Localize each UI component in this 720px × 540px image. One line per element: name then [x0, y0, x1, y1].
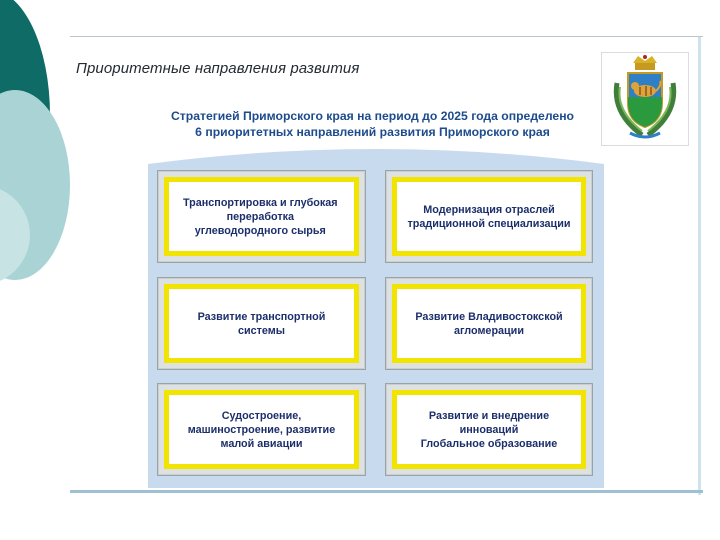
direction-3-line-2: системы	[237, 324, 285, 337]
direction-1-line-2: переработка	[226, 210, 295, 223]
right-rule	[698, 37, 701, 495]
direction-card-3	[157, 277, 366, 370]
direction-6-line-2: инноваций	[459, 423, 519, 436]
direction-5-line-1: Судостроение,	[221, 409, 302, 422]
direction-4-line-1: Развитие Владивостокской	[415, 310, 563, 323]
direction-card-4-text	[392, 284, 586, 363]
direction-card-5	[157, 383, 366, 476]
direction-2-line-1: Модернизация отраслей	[423, 203, 555, 216]
direction-card-3-text	[164, 284, 359, 363]
direction-3-line-1: Развитие транспортной	[197, 310, 326, 323]
direction-card-6-text	[392, 390, 586, 469]
direction-5-line-2: машиностроение, развитие	[187, 423, 336, 436]
direction-card-4	[385, 277, 593, 370]
direction-4-line-2: агломерации	[454, 324, 524, 337]
direction-card-1	[157, 170, 366, 263]
direction-card-5-text	[164, 390, 359, 469]
top-rule	[70, 36, 703, 37]
direction-6-line-1: Развитие и внедрение	[428, 409, 550, 422]
direction-card-2-text	[392, 177, 586, 256]
direction-6-line-3: Глобальное образование	[420, 437, 558, 450]
direction-card-2	[385, 170, 593, 263]
direction-1-line-1: Транспортировка и глубокая	[183, 196, 338, 209]
direction-1-line-3: углеводородного сырья	[194, 224, 326, 237]
direction-5-line-3: малой авиации	[220, 437, 303, 450]
direction-2-line-2: традиционной специализации	[407, 217, 571, 230]
subtitle-line-2: 6 приоритетных направлений развития Приморского края	[195, 125, 550, 139]
direction-card-1-text	[164, 177, 359, 256]
bottom-rule	[70, 490, 703, 493]
slide-title: Приоритетные направления развития	[76, 60, 360, 77]
subtitle-line-1: Стратегией Приморского края на период до 2025 года определено	[170, 109, 574, 123]
direction-card-6	[385, 383, 593, 476]
subtitle	[130, 108, 615, 140]
